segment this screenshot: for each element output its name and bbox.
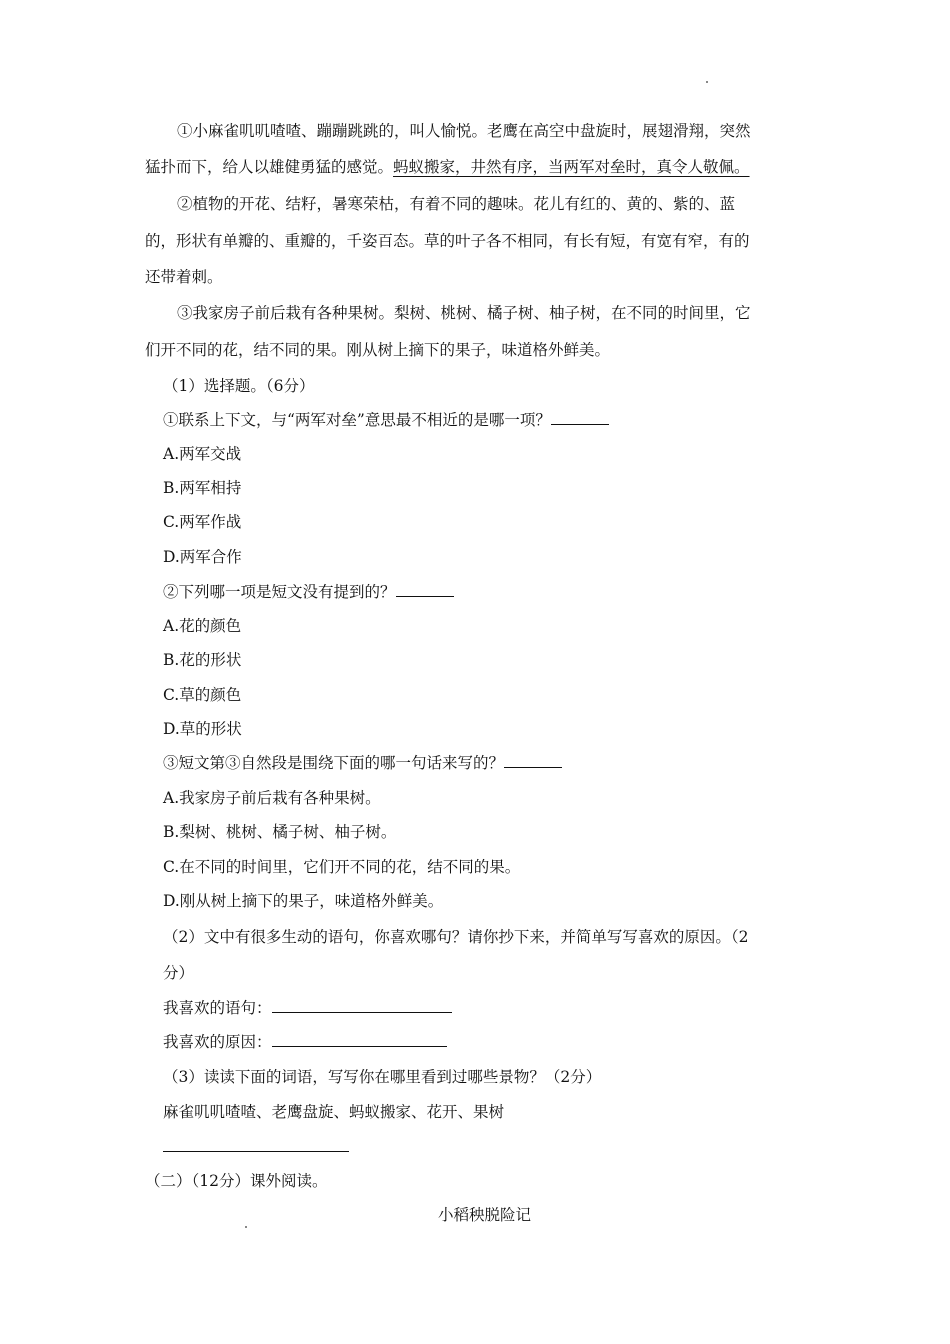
- q1-sub2-option-d: D.草的形状: [163, 720, 242, 738]
- q3-answer-blank[interactable]: [163, 1150, 349, 1152]
- q1-sub1-option-d: D.两军合作: [163, 548, 242, 566]
- q1-sub3-option-c: C.在不同的时间里，它们开不同的花，结不同的果。: [163, 858, 521, 876]
- passage-p2-line1: ②植物的开花、结籽，暑寒荣枯，有着不同的趣味。花儿有红的、黄的、紫的、蓝: [177, 195, 736, 213]
- passage-p2-line2: 的，形状有单瓣的、重瓣的，千姿百态。草的叶子各不相同，有长有短，有宽有窄，有的: [145, 232, 750, 250]
- q2-sentence-label: 我喜欢的语句：: [163, 999, 272, 1017]
- scan-dot-top: [706, 81, 708, 83]
- passage-p3-line1: ③我家房子前后栽有各种果树。梨树、桃树、橘子树、柚子树，在不同的时间里，它: [177, 304, 751, 322]
- q1-sub3-option-b: B.梨树、桃树、橘子树、柚子树。: [163, 823, 397, 841]
- story-title: 小稻秧脱险记: [438, 1206, 532, 1224]
- answer-blank[interactable]: [396, 595, 454, 597]
- q3-line1: （3）读读下面的词语，写写你在哪里看到过哪些景物？（2分）: [163, 1068, 602, 1086]
- q1-sub3-question: ③短文第③自然段是围绕下面的哪一句话来写的？: [163, 751, 562, 773]
- q2-line1: （2）文中有很多生动的语句，你喜欢哪句？请你抄下来，并简单写写喜欢的原因。（2: [163, 928, 749, 946]
- q2-reason-label: 我喜欢的原因：: [163, 1033, 272, 1051]
- passage-p2-line3: 还带着刺。: [145, 268, 223, 286]
- passage-p3-line2: 们开不同的花，结不同的果。刚从树上摘下的果子，味道格外鲜美。: [145, 341, 611, 359]
- passage-p1-line2-plain: 猛扑而下，给人以雄健勇猛的感觉。: [145, 158, 394, 176]
- q1-sub1-option-b: B.两军相持: [163, 479, 242, 497]
- q1-sub1-option-c: C.两军作战: [163, 513, 242, 531]
- q1-title: （1）选择题。（6分）: [163, 377, 315, 395]
- q1-sub2-option-c: C.草的颜色: [163, 686, 242, 704]
- q1-sub3-option-a: A.我家房子前后栽有各种果树。: [163, 789, 381, 807]
- passage-p1-line1: ①小麻雀叽叽喳喳、蹦蹦跳跳的，叫人愉悦。老鹰在高空中盘旋时，展翅滑翔，突然: [177, 122, 751, 140]
- reason-answer-blank[interactable]: [272, 1045, 447, 1047]
- q1-sub1-question: ①联系上下文，与“两军对垒”意思最不相近的是哪一项？: [163, 408, 609, 430]
- q1-sub1-option-a: A.两军交战: [163, 445, 242, 463]
- sentence-answer-blank[interactable]: [272, 1011, 452, 1013]
- answer-blank[interactable]: [504, 766, 562, 768]
- q1-sub2-option-b: B.花的形状: [163, 651, 242, 669]
- passage-p1-line2: [145, 155, 750, 177]
- q1-sub2-option-a: A.花的颜色: [163, 617, 242, 635]
- underlined-sentence: 蚂蚁搬家，井然有序，当两军对垒时，真令人敬佩。: [393, 158, 750, 176]
- q2-line2: 分）: [163, 964, 195, 982]
- q2-sentence-row: [163, 996, 452, 1018]
- q3-words: 麻雀叽叽喳喳、老鹰盘旋、蚂蚁搬家、花开、果树: [163, 1103, 505, 1121]
- q2-reason-row: [163, 1030, 447, 1052]
- q1-sub2-question: ②下列哪一项是短文没有提到的？: [163, 580, 454, 602]
- answer-blank[interactable]: [551, 423, 609, 425]
- scan-dot-bottom: [245, 1226, 247, 1228]
- q1-sub3-option-d: D.刚从树上摘下的果子，味道格外鲜美。: [163, 892, 444, 910]
- section2-heading: （二）（12分）课外阅读。: [145, 1172, 328, 1190]
